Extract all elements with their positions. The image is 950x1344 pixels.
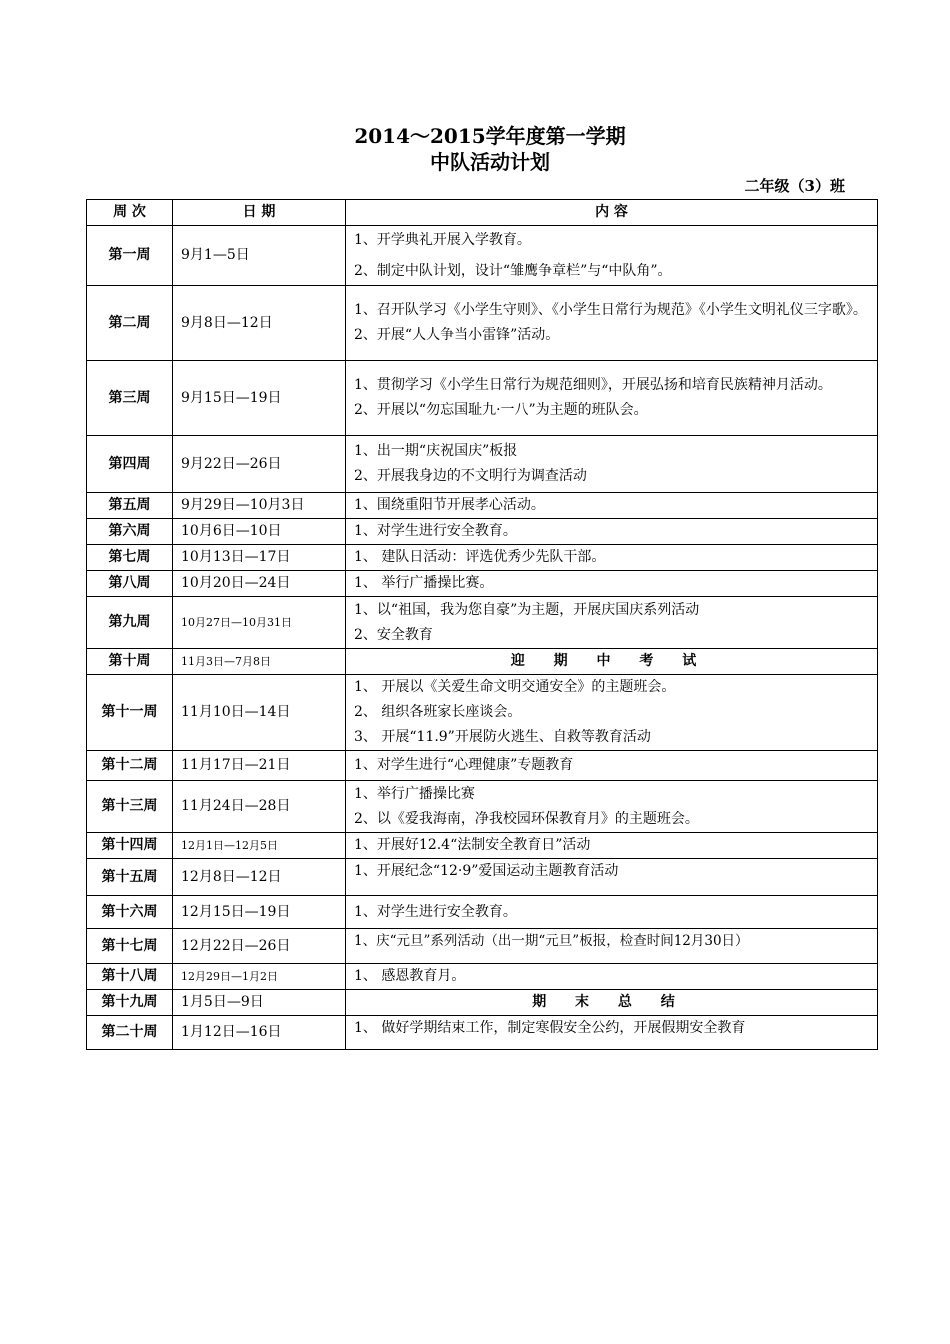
- content-line: 2、安全教育: [354, 626, 433, 643]
- date-cell: 10月13日—17日: [173, 545, 346, 571]
- week-cell: 第十三周: [87, 781, 173, 833]
- date-cell: 10月27日—10月31日: [173, 597, 346, 649]
- content-line: 3、 开展“11.9”开展防火逃生、自救等教育活动: [354, 729, 651, 745]
- content-cell: 1、对学生进行“心理健康”专题教育: [346, 751, 878, 781]
- content-line: 2、以《爱我海南，净我校园环保教育月》的主题班会。: [354, 810, 699, 827]
- content-line: 1、出一期“庆祝国庆”板报: [354, 443, 518, 459]
- content-cell: [346, 286, 878, 361]
- content-line: 2、开展“人人争当小雷锋”活动。: [354, 327, 560, 343]
- date-cell: 12月29日—1月2日: [173, 964, 346, 990]
- table-row: [87, 649, 878, 675]
- content-line: 1、举行广播操比赛: [354, 785, 475, 802]
- week-cell: 第七周: [87, 545, 173, 571]
- content-cell: [346, 597, 878, 649]
- content-cell: 1、围绕重阳节开展孝心活动。: [346, 493, 878, 519]
- content-cell: [346, 226, 878, 286]
- table-row: [87, 833, 878, 859]
- content-line: 2、制定中队计划，设计“雏鹰争章栏”与“中队角”。: [354, 262, 672, 279]
- document-subtitle: 中队活动计划: [430, 150, 550, 174]
- date-cell: 12月1日—12月5日: [173, 833, 346, 859]
- week-cell: 第八周: [87, 571, 173, 597]
- table-row: [87, 859, 878, 896]
- table-row: [87, 964, 878, 990]
- content-cell: [346, 361, 878, 436]
- table-row: [87, 929, 878, 964]
- week-cell: 第一周: [87, 226, 173, 286]
- week-cell: 第四周: [87, 436, 173, 493]
- content-cell: [346, 436, 878, 493]
- content-cell: [346, 781, 878, 833]
- document-title: 2014～2015学年度第一学期: [354, 124, 626, 148]
- table-row: [87, 286, 878, 361]
- date-cell: 9月15日—19日: [173, 361, 346, 436]
- date-cell: 10月6日—10日: [173, 519, 346, 545]
- content-line: 1、以“祖国，我为您自豪”为主题，开展庆国庆系列活动: [354, 601, 700, 618]
- content-cell: 迎 期 中 考 试: [346, 649, 878, 675]
- content-line: 1、开学典礼开展入学教育。: [354, 231, 531, 248]
- date-cell: 12月15日—19日: [173, 896, 346, 929]
- content-cell: [346, 675, 878, 751]
- content-line: 2、开展以“勿忘国耻九·一八”为主题的班队会。: [354, 402, 648, 418]
- content-cell: 1、开展好12.4“法制安全教育日”活动: [346, 833, 878, 859]
- content-cell: 1、 感恩教育月。: [346, 964, 878, 990]
- activity-plan-table: [86, 199, 878, 1050]
- week-cell: 第十九周: [87, 990, 173, 1016]
- week-cell: 第二周: [87, 286, 173, 361]
- date-cell: 1月5日—9日: [173, 990, 346, 1016]
- week-cell: 第三周: [87, 361, 173, 436]
- content-cell: 1、 做好学期结束工作，制定寒假安全公约，开展假期安全教育: [346, 1016, 878, 1050]
- table-row: [87, 1016, 878, 1050]
- table-row: [87, 545, 878, 571]
- content-line: 1、 开展以《关爱生命文明交通安全》的主题班会。: [354, 679, 676, 695]
- week-cell: 第十六周: [87, 896, 173, 929]
- week-cell: 第二十周: [87, 1016, 173, 1050]
- date-cell: 9月29日—10月3日: [173, 493, 346, 519]
- date-cell: 11月24日—28日: [173, 781, 346, 833]
- table-row: [87, 493, 878, 519]
- content-cell: 期 末 总 结: [346, 990, 878, 1016]
- week-cell: 第十二周: [87, 751, 173, 781]
- table-row: [87, 990, 878, 1016]
- date-cell: 9月22日—26日: [173, 436, 346, 493]
- week-cell: 第十五周: [87, 859, 173, 896]
- table-row: [87, 751, 878, 781]
- table-row: [87, 675, 878, 751]
- content-line: 2、 组织各班家长座谈会。: [354, 704, 522, 720]
- header-content: 内 容: [346, 200, 878, 226]
- table-row: [87, 519, 878, 545]
- content-cell: 1、 建队日活动：评选优秀少先队干部。: [346, 545, 878, 571]
- week-cell: 第九周: [87, 597, 173, 649]
- table-row: [87, 781, 878, 833]
- content-cell: 1、对学生进行安全教育。: [346, 519, 878, 545]
- date-cell: 11月10日—14日: [173, 675, 346, 751]
- date-cell: 12月22日—26日: [173, 929, 346, 964]
- content-line: 1、召开队学习《小学生守则》、《小学生日常行为规范》《小学生文明礼仪三字歌》。: [354, 302, 867, 318]
- week-cell: 第十七周: [87, 929, 173, 964]
- table-row: [87, 571, 878, 597]
- week-cell: 第十周: [87, 649, 173, 675]
- date-cell: 1月12日—16日: [173, 1016, 346, 1050]
- content-line: 1、贯彻学习《小学生日常行为规范细则》，开展弘扬和培育民族精神月活动。: [354, 377, 832, 393]
- content-cell: 1、开展纪念“12·9”爱国运动主题教育活动: [346, 859, 878, 896]
- week-cell: 第十四周: [87, 833, 173, 859]
- class-label: 二年级（3）班: [744, 177, 845, 195]
- table-header-row: [87, 200, 878, 226]
- table-row: [87, 436, 878, 493]
- table-row: [87, 361, 878, 436]
- header-date: 日 期: [173, 200, 346, 226]
- week-cell: 第五周: [87, 493, 173, 519]
- week-cell: 第六周: [87, 519, 173, 545]
- content-cell: 1、庆“元旦”系列活动（出一期“元旦”板报，检查时间12月30日）: [346, 929, 878, 964]
- content-cell: 1、对学生进行安全教育。: [346, 896, 878, 929]
- date-cell: 11月3日—7月8日: [173, 649, 346, 675]
- table-row: [87, 896, 878, 929]
- week-cell: 第十八周: [87, 964, 173, 990]
- date-cell: 10月20日—24日: [173, 571, 346, 597]
- content-line: 2、开展我身边的不文明行为调查活动: [354, 468, 587, 484]
- date-cell: 12月8日—12日: [173, 859, 346, 896]
- date-cell: 9月1—5日: [173, 226, 346, 286]
- date-cell: 11月17日—21日: [173, 751, 346, 781]
- header-week: 周 次: [87, 200, 173, 226]
- date-cell: 9月8日—12日: [173, 286, 346, 361]
- table-row: [87, 597, 878, 649]
- content-cell: 1、 举行广播操比赛。: [346, 571, 878, 597]
- week-cell: 第十一周: [87, 675, 173, 751]
- table-row: [87, 226, 878, 286]
